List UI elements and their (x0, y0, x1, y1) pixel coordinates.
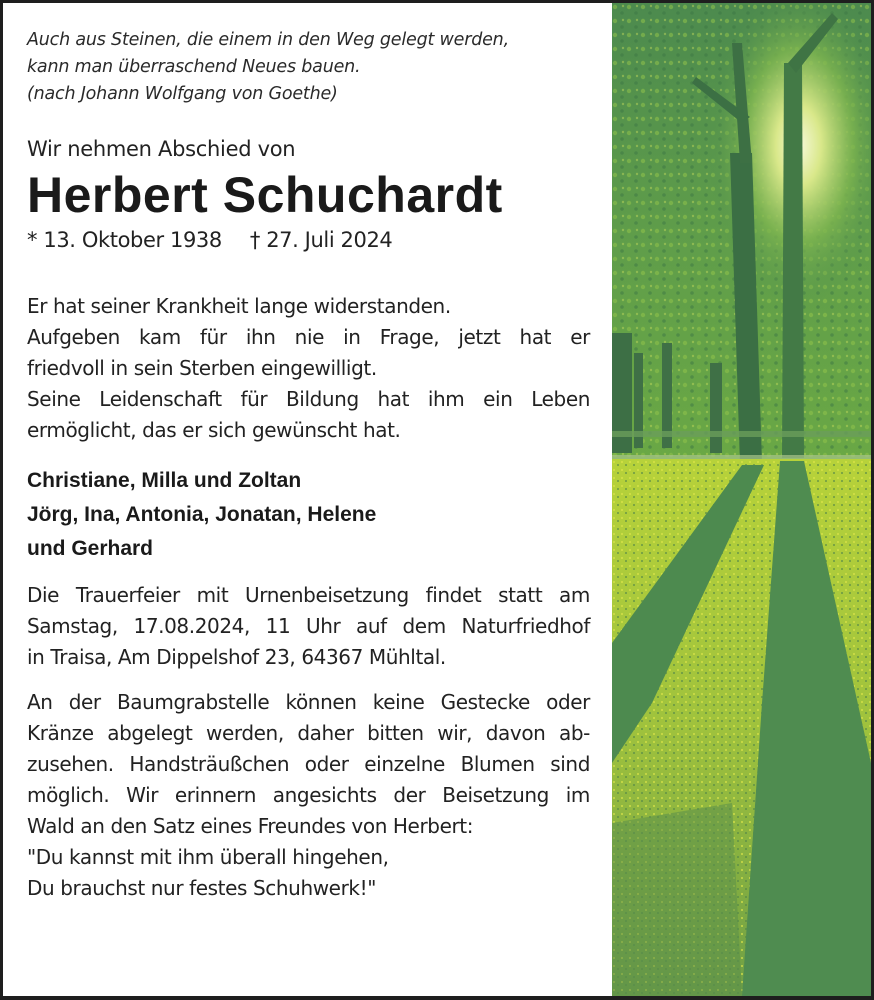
mourner-line: Jörg, Ina, Antonia, Jonatan, Helene (27, 503, 377, 526)
quote-line: kann man überraschend Neues bauen. (27, 57, 361, 77)
tribute-line: Er hat seiner Krankheit lange widerstanden. (27, 294, 451, 318)
request-line: An der Baumgrabstelle können keine Gestecke oder (27, 690, 590, 714)
mourners-list (27, 464, 590, 566)
quote-attribution: (nach Johann Wolfgang von Goethe) (27, 84, 338, 104)
text-panel (3, 3, 612, 996)
park-trees-photo (612, 3, 871, 996)
quote-line: Du brauchst nur festes Schuhwerk!" (27, 876, 376, 900)
birth-date: * 13. Oktober 1938 (27, 228, 222, 252)
tribute-line: Aufgeben kam für ihn nie in Frage, jetzt hat er (27, 325, 590, 349)
ceremony-line: Die Trauerfeier mit Urnenbeisetzung findet statt am (27, 583, 590, 607)
request-line: Wald an den Satz eines Freundes von Herbert: (27, 814, 474, 838)
ceremony-line: in Traisa, Am Dippelshof 23, 64367 Mühltal. (27, 645, 446, 669)
intro-line: Wir nehmen Abschied von (27, 137, 296, 161)
mourner-line: Christiane, Milla und Zoltan (27, 469, 302, 492)
tribute-paragraph (27, 291, 590, 446)
request-paragraph (27, 687, 590, 904)
tribute-line: friedvoll in sein Sterben eingewilligt. (27, 356, 377, 380)
request-line: zusehen. Handsträußchen oder einzelne Blumen sind (27, 752, 590, 776)
ceremony-line: Samstag, 17.08.2024, 11 Uhr auf dem Naturfriedhof (27, 614, 590, 638)
request-line: möglich. Wir erinnern angesichts der Beisetzung im (27, 783, 590, 807)
deceased-name: Herbert Schuchardt (27, 167, 503, 223)
quote-line: "Du kannst mit ihm überall hingehen, (27, 845, 389, 869)
tribute-line: Seine Leidenschaft für Bildung hat ihm ein Leben (27, 387, 590, 411)
life-dates (27, 225, 590, 255)
request-line: Kränze abgelegt werden, daher bitten wir, davon ab- (27, 721, 590, 745)
ceremony-paragraph (27, 580, 590, 673)
obituary-notice (3, 3, 871, 996)
quote-line: Auch aus Steinen, die einem in den Weg gelegt werden, (27, 30, 509, 50)
tribute-line: ermöglicht, das er sich gewünscht hat. (27, 418, 401, 442)
mourner-line: und Gerhard (27, 537, 154, 560)
epigraph-quote (27, 27, 590, 108)
death-date: † 27. Juli 2024 (249, 228, 393, 252)
